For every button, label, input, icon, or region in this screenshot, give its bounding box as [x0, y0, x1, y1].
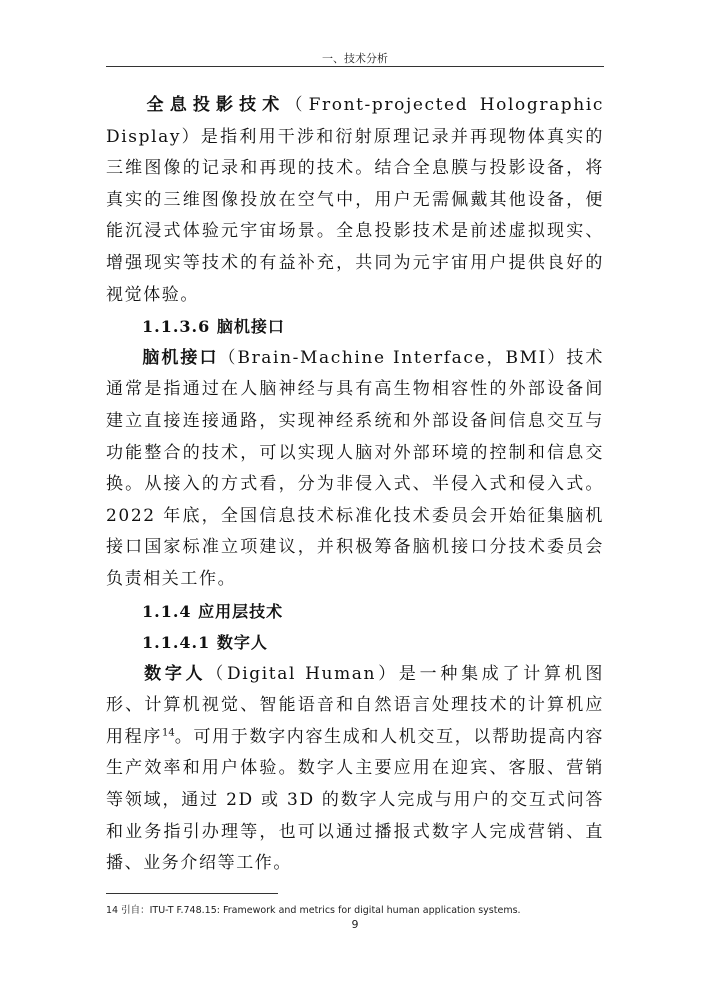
paragraph-bmi	[106, 343, 604, 596]
footnote-rule	[106, 893, 278, 894]
text-digital-human-part2: 。可用于数字内容生成和人机交互，以帮助提高内容生产效率和用户体验。数字人主要应用在迎宾、客服、营销等领域，通过 2D 或 3D 的数字人完成与用户的交互式问答和业务指引办理等，也可以通过播报式数字人完成营销、直播、业务介绍等工作。	[106, 726, 604, 874]
header-rule	[106, 66, 604, 67]
running-header: 一、技术分析	[322, 52, 388, 65]
heading-bmi: 1.1.3.6 脑机接口	[142, 317, 285, 337]
paragraph-digital-human	[106, 659, 604, 880]
paragraph-holographic	[106, 90, 604, 311]
term-bmi: 脑机接口	[142, 347, 219, 368]
footnote-ref-14[interactable]: 14	[162, 727, 175, 739]
page-number: 9	[351, 918, 359, 931]
footnote: 14 引自：ITU-T F.748.15: Framework and metrics for digital human application systems.	[106, 905, 521, 916]
heading-application-layer: 1.1.4 应用层技术	[142, 601, 284, 621]
term-digital-human: 数字人	[142, 663, 207, 684]
body-text	[106, 90, 604, 880]
text-holographic: （Front-projected Holographic Display）是指利用干涉和衍射原理记录并再现物体真实的三维图像的记录和再现的技术。结合全息膜与投影设备，将真实的三维图像投放在空气中，用户无需佩戴其他设备，便能沉浸式体验元宇宙场景。全息投影技术是前述虚拟现实、增强现实等技术的有益补充，共同为元宇宙用户提供良好的视觉体验。	[106, 95, 604, 305]
text-bmi: （Brain-Machine Interface，BMI）技术通常是指通过在人脑神经与具有高生物相容性的外部设备间建立直接连接通路，实现神经系统和外部设备间信息交互与功能整合的技术，可以实现人脑对外部环境的控制和信息交换。从接入的方式看，分为非侵入式、半侵入式和侵入式。2022 年底，全国信息技术标准化技术委员会开始征集脑机接口国家标准立项建议，并积极筹备脑机接口分技术委员会负责相关工作。	[106, 347, 605, 589]
text-digital-human-part1: （Digital Human）是一种集成了计算机图形、计算机视觉、智能语音和自然语言处理技术的计算机应用程序	[106, 663, 604, 747]
heading-digital-human: 1.1.4.1 数字人	[142, 633, 268, 653]
term-holographic: 全息投影技术	[142, 95, 286, 115]
